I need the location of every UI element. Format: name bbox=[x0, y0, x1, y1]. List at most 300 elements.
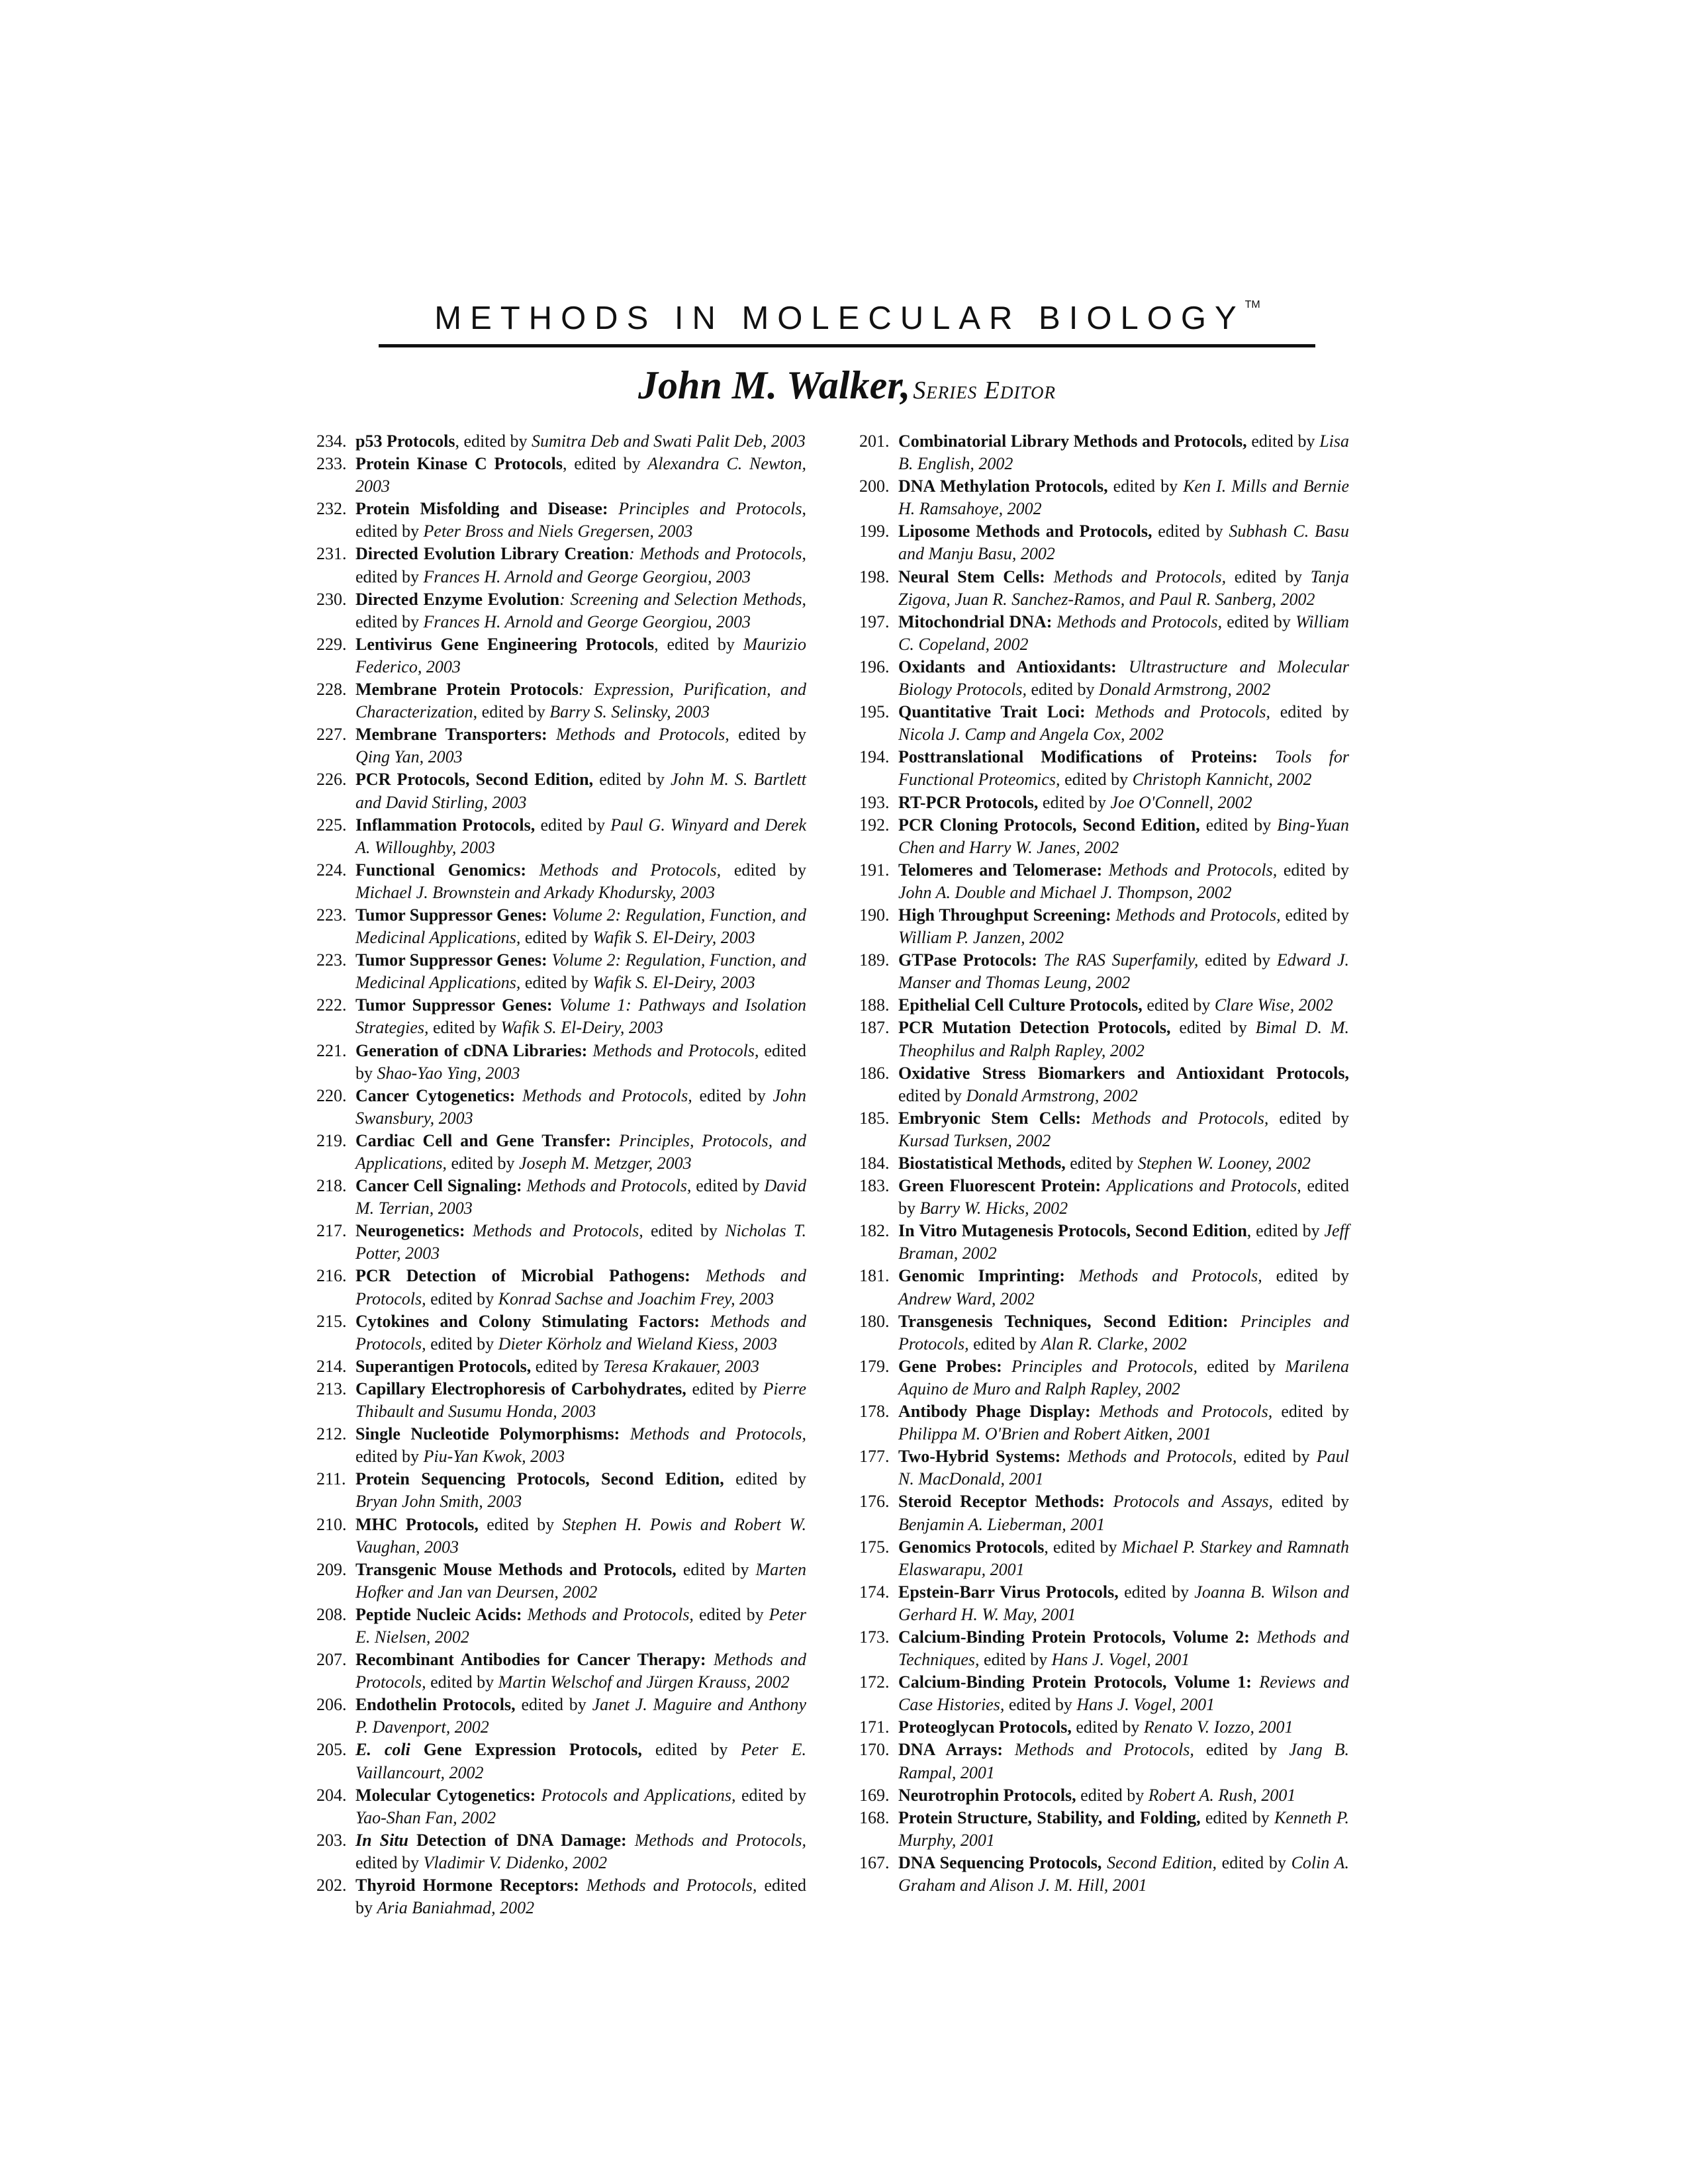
volume-title: Calcium-Binding Protein Protocols, Volume 2: bbox=[898, 1627, 1250, 1647]
volume-title: Cancer Cell Signaling: bbox=[355, 1176, 522, 1196]
volume-number: 173. bbox=[859, 1627, 890, 1647]
volume-title: Capillary Electrophoresis of Carbohydrates, bbox=[355, 1379, 686, 1398]
volume-entry bbox=[859, 1784, 1349, 1807]
volume-number: 213. bbox=[316, 1379, 347, 1398]
edited-by: edited by bbox=[593, 770, 671, 790]
volume-editors: Benjamin A. Lieberman, 2001 bbox=[898, 1514, 1105, 1534]
header-rule bbox=[379, 344, 1315, 347]
volume-entry bbox=[859, 520, 1349, 565]
edited-by: edited by bbox=[1280, 905, 1349, 925]
edited-by: edited by bbox=[898, 1176, 1349, 1218]
volume-title: Membrane Transporters: bbox=[355, 725, 547, 745]
volume-title: Generation of cDNA Libraries: bbox=[355, 1040, 588, 1060]
volume-editors: Pierre Thibault and Susumu Honda, 2003 bbox=[355, 1379, 806, 1422]
volume-number: 176. bbox=[859, 1492, 890, 1512]
edited-by: edited by bbox=[1118, 1582, 1195, 1602]
volume-number: 223. bbox=[316, 950, 347, 970]
volume-title: Combinatorial Library Methods and Protocols, bbox=[898, 432, 1247, 451]
edited-by: edited by bbox=[1004, 1695, 1077, 1715]
volume-title: Superantigen Protocols, bbox=[355, 1356, 532, 1376]
edited-by: edited by bbox=[1194, 1740, 1289, 1760]
volume-number: 186. bbox=[859, 1063, 890, 1083]
volume-subtitle: Methods and Techniques, bbox=[898, 1627, 1349, 1670]
edited-by: edited by bbox=[729, 725, 806, 745]
volume-number: 191. bbox=[859, 860, 890, 880]
volume-title: Epithelial Cell Culture Protocols, bbox=[898, 995, 1143, 1015]
volume-editors: Paul G. Winyard and Derek A. Willoughby, 2003 bbox=[355, 815, 807, 857]
volume-editors: Piu-Yan Kwok, 2003 bbox=[423, 1447, 565, 1467]
edited-by: , edited by bbox=[1246, 1221, 1325, 1241]
volume-number: 201. bbox=[859, 432, 890, 451]
volume-number: 206. bbox=[316, 1695, 347, 1715]
volume-editors: Andrew Ward, 2002 bbox=[898, 1289, 1035, 1308]
volume-title: Oxidants and Antioxidants: bbox=[898, 657, 1117, 676]
volume-subtitle: Applications and Protocols, bbox=[1101, 1176, 1301, 1196]
volume-subtitle: Methods and Protocols, bbox=[522, 1604, 694, 1624]
volume-title: Inflammation Protocols, bbox=[355, 815, 536, 835]
volume-editors: Nicola J. Camp and Angela Cox, 2002 bbox=[898, 725, 1164, 745]
volume-entry bbox=[859, 1175, 1349, 1220]
volume-subtitle: Principles and Protocols, bbox=[1002, 1356, 1197, 1376]
volume-title: Cytokines and Colony Stimulating Factors: bbox=[355, 1311, 700, 1331]
volume-subtitle: : Screening and Selection Methods bbox=[559, 589, 802, 609]
volume-entry bbox=[859, 746, 1349, 791]
volume-number: 205. bbox=[316, 1740, 347, 1760]
volume-subtitle: Methods and Protocols, bbox=[1081, 1108, 1269, 1128]
volume-title: Transgenic Mouse Methods and Protocols, bbox=[355, 1559, 677, 1579]
volume-number: 197. bbox=[859, 612, 890, 631]
volume-subtitle: Methods and Protocols, bbox=[1045, 567, 1227, 586]
volume-number: 185. bbox=[859, 1108, 890, 1128]
volume-number: 219. bbox=[316, 1130, 347, 1150]
volume-editors: Subhash C. Basu and Manju Basu, 2002 bbox=[898, 522, 1349, 564]
volume-entry bbox=[859, 1017, 1349, 1062]
volume-entry bbox=[316, 1265, 806, 1310]
volume-editors: Hans J. Vogel, 2001 bbox=[1076, 1695, 1215, 1715]
volume-title: RT-PCR Protocols, bbox=[898, 792, 1039, 812]
volume-number: 227. bbox=[316, 725, 347, 745]
edited-by: edited by bbox=[1237, 1447, 1317, 1467]
volume-entry bbox=[316, 723, 806, 768]
edited-by: edited by bbox=[643, 1221, 726, 1241]
volume-entry bbox=[316, 1130, 806, 1175]
volume-title: Recombinant Antibodies for Cancer Therapy: bbox=[355, 1650, 706, 1670]
volume-number: 195. bbox=[859, 702, 890, 722]
volume-title: Peptide Nucleic Acids: bbox=[355, 1604, 522, 1624]
volume-editors: Kursad Turksen, 2002 bbox=[898, 1130, 1051, 1150]
volume-title: PCR Detection of Microbial Pathogens: bbox=[355, 1266, 690, 1286]
edited-by: edited by bbox=[721, 860, 806, 880]
volume-number: 192. bbox=[859, 815, 890, 835]
volume-entry bbox=[859, 1626, 1349, 1671]
edited-by: edited by bbox=[1246, 432, 1320, 451]
volume-number: 234. bbox=[316, 432, 347, 451]
volume-title: Proteoglycan Protocols, bbox=[898, 1717, 1072, 1737]
volume-number: 178. bbox=[859, 1402, 890, 1422]
volume-entry bbox=[859, 1152, 1349, 1175]
edited-by: edited by bbox=[1038, 792, 1111, 812]
edited-by: edited by bbox=[686, 1379, 763, 1398]
edited-by: , edited by bbox=[1044, 1537, 1122, 1557]
edited-by: , edited by bbox=[355, 544, 807, 586]
volume-entry bbox=[859, 1107, 1349, 1152]
volume-editors: Maurizio Federico, 2003 bbox=[355, 634, 806, 676]
edited-by: edited by bbox=[531, 1356, 604, 1376]
volume-entry bbox=[316, 678, 806, 723]
volume-entry bbox=[316, 498, 806, 543]
volume-entry bbox=[859, 1355, 1349, 1400]
edited-by: , edited by bbox=[563, 454, 648, 474]
trademark-mark: TM bbox=[1244, 299, 1260, 310]
volume-title: GTPase Protocols: bbox=[898, 950, 1037, 970]
volume-subtitle: Protocols and Applications, bbox=[536, 1785, 736, 1805]
volume-title: Neurogenetics: bbox=[355, 1221, 465, 1241]
volume-subtitle: Methods and Protocols, bbox=[1060, 1447, 1237, 1467]
volume-title: Posttranslational Modifications of Proteins: bbox=[898, 747, 1258, 767]
volume-entry bbox=[316, 1220, 806, 1265]
edited-by: edited by bbox=[1222, 612, 1296, 631]
volume-number: 218. bbox=[316, 1176, 347, 1196]
volume-number: 189. bbox=[859, 950, 890, 970]
volume-number: 222. bbox=[316, 995, 347, 1015]
volume-entry bbox=[859, 1310, 1349, 1355]
volume-editors: Kenneth P. Murphy, 2001 bbox=[898, 1807, 1349, 1850]
edited-by: edited by bbox=[693, 1604, 769, 1624]
volume-editors: Bing-Yuan Chen and Harry W. Janes, 2002 bbox=[898, 815, 1350, 857]
volume-number: 171. bbox=[859, 1717, 890, 1737]
volume-entry bbox=[859, 701, 1349, 746]
volume-title: Neural Stem Cells: bbox=[898, 567, 1045, 586]
volume-entry bbox=[316, 1310, 806, 1355]
edited-by: edited by bbox=[692, 1085, 773, 1105]
edited-by: edited by bbox=[520, 973, 593, 993]
volume-title: Protein Kinase C Protocols bbox=[355, 454, 563, 474]
volume-entry bbox=[316, 1739, 806, 1784]
edited-by: edited by bbox=[1197, 1356, 1286, 1376]
edited-by: edited by bbox=[735, 1785, 807, 1805]
volume-number: 207. bbox=[316, 1650, 347, 1670]
volume-editors: Marten Hofker and Jan van Deursen, 2002 bbox=[355, 1559, 807, 1602]
edited-by: , edited by bbox=[355, 1040, 806, 1083]
volume-title: Calcium-Binding Protein Protocols, Volume 1: bbox=[898, 1672, 1252, 1692]
volume-number: 180. bbox=[859, 1311, 890, 1331]
volume-number: 188. bbox=[859, 995, 890, 1015]
volume-number: 181. bbox=[859, 1266, 890, 1286]
volume-subtitle: Methods and Protocols, bbox=[620, 1424, 806, 1444]
volume-editors: Clare Wise, 2002 bbox=[1214, 995, 1333, 1015]
volume-title: Neurotrophin Protocols, bbox=[898, 1785, 1076, 1805]
volume-editors: Stephen H. Powis and Robert W. Vaughan, 2003 bbox=[355, 1514, 806, 1557]
volume-entry bbox=[316, 994, 806, 1039]
volume-subtitle: Methods and Protocols, bbox=[355, 1266, 807, 1308]
volume-title: Oxidative Stress Biomarkers and Antioxidant Protocols, bbox=[898, 1063, 1349, 1083]
volume-number: 175. bbox=[859, 1537, 890, 1557]
volume-number: 179. bbox=[859, 1356, 890, 1376]
edited-by: edited by bbox=[1216, 1852, 1291, 1872]
volume-editors: Janet J. Maguire and Anthony P. Davenport, 2002 bbox=[355, 1695, 806, 1737]
edited-by: edited by bbox=[1076, 1785, 1149, 1805]
volume-number: 208. bbox=[316, 1604, 347, 1624]
volume-title: Gene Expression Protocols, bbox=[410, 1740, 642, 1760]
volume-entry bbox=[859, 1807, 1349, 1852]
volume-editors: Marilena Aquino de Muro and Ralph Rapley, 2002 bbox=[898, 1356, 1349, 1398]
volume-editors: Sumitra Deb and Swati Palit Deb, 2003 bbox=[531, 432, 806, 451]
volume-subtitle: The RAS Superfamily, bbox=[1037, 950, 1199, 970]
series-title-text: METHODS IN MOLECULAR BIOLOGY bbox=[434, 300, 1245, 336]
volume-editors: Wafik S. El-Deiry, 2003 bbox=[592, 928, 755, 948]
volume-title: DNA Arrays: bbox=[898, 1740, 1004, 1760]
volume-entry bbox=[859, 1536, 1349, 1581]
volume-title: Protein Structure, Stability, and Folding, bbox=[898, 1807, 1201, 1827]
volume-entry bbox=[859, 1716, 1349, 1739]
volume-editors: Nicholas T. Potter, 2003 bbox=[355, 1221, 806, 1263]
volume-entry bbox=[859, 656, 1349, 701]
volume-title: Genomic Imprinting: bbox=[898, 1266, 1065, 1286]
volume-editors: Joseph M. Metzger, 2003 bbox=[518, 1154, 692, 1173]
volume-editors: Edward J. Manser and Thomas Leung, 2002 bbox=[898, 950, 1349, 993]
volume-editors: Lisa B. English, 2002 bbox=[898, 432, 1349, 474]
volume-title: DNA Methylation Protocols, bbox=[898, 477, 1108, 496]
volume-entry bbox=[316, 814, 806, 859]
edited-by: edited by bbox=[1270, 702, 1350, 722]
volume-subtitle: Methods and Protocols, bbox=[626, 1830, 806, 1850]
volume-number: 172. bbox=[859, 1672, 890, 1692]
volume-entry bbox=[859, 1852, 1349, 1897]
volume-subtitle: Methods and Protocols, bbox=[579, 1876, 757, 1895]
volume-title: Thyroid Hormone Receptors: bbox=[355, 1876, 579, 1895]
volume-number: 184. bbox=[859, 1154, 890, 1173]
volume-entry bbox=[859, 1671, 1349, 1716]
volume-entry bbox=[316, 1085, 806, 1130]
volume-subtitle: Principles and Protocols bbox=[608, 499, 802, 519]
volume-subtitle: Principles, Protocols, and Applications, bbox=[355, 1130, 806, 1173]
volume-editors: Hans J. Vogel, 2001 bbox=[1051, 1650, 1190, 1670]
volume-entry bbox=[316, 1649, 806, 1694]
volume-subtitle: Methods and Protocols, bbox=[1064, 1266, 1262, 1286]
volume-title: Detection of DNA Damage: bbox=[408, 1830, 627, 1850]
edited-by: edited by bbox=[478, 1514, 563, 1534]
volume-entry bbox=[316, 949, 806, 994]
volume-editors: David M. Terrian, 2003 bbox=[355, 1176, 806, 1218]
edited-by: , edited by bbox=[355, 589, 806, 631]
volume-number: 230. bbox=[316, 589, 347, 609]
volume-title: Transgenesis Techniques, Second Edition: bbox=[898, 1311, 1229, 1331]
volume-subtitle: : Expression, Purification, and Characterization bbox=[355, 680, 806, 722]
volume-editors: Konrad Sachse and Joachim Frey, 2003 bbox=[498, 1289, 774, 1308]
volume-title: High Throughput Screening: bbox=[898, 905, 1111, 925]
volume-editors: Donald Armstrong, 2002 bbox=[1099, 680, 1271, 700]
volume-editors: Joanna B. Wilson and Gerhard H. W. May, 2001 bbox=[898, 1582, 1350, 1624]
volume-title: Protein Sequencing Protocols, Second Edition, bbox=[355, 1469, 724, 1489]
edited-by: edited by bbox=[1226, 567, 1311, 586]
editor-role: Series Editor bbox=[913, 377, 1056, 404]
volume-entry bbox=[316, 1874, 806, 1919]
volume-title: Directed Enzyme Evolution bbox=[355, 589, 560, 609]
volume-subtitle: Methods and Protocols, bbox=[1085, 702, 1271, 722]
volume-number: 169. bbox=[859, 1785, 890, 1805]
edited-by: edited by bbox=[520, 928, 593, 948]
volume-editors: Jeff Braman, 2002 bbox=[898, 1221, 1349, 1263]
volume-entry bbox=[859, 611, 1349, 656]
volume-subtitle: Principles and Protocols, bbox=[898, 1311, 1349, 1353]
series-editor bbox=[379, 363, 1315, 408]
edited-by: edited by bbox=[426, 1334, 498, 1353]
right-column bbox=[859, 430, 1349, 1897]
volume-editors: Donald Armstrong, 2002 bbox=[966, 1085, 1138, 1105]
volume-entry bbox=[316, 453, 806, 498]
volume-editors: Dieter Körholz and Wieland Kiess, 2003 bbox=[498, 1334, 777, 1353]
volume-number: 193. bbox=[859, 792, 890, 812]
volume-title: Biostatistical Methods, bbox=[898, 1154, 1066, 1173]
volume-number: 167. bbox=[859, 1852, 890, 1872]
volume-editors: Jang B. Rampal, 2001 bbox=[898, 1740, 1350, 1782]
volume-number: 194. bbox=[859, 747, 890, 767]
volume-title: Lentivirus Gene Engineering Protocols bbox=[355, 634, 655, 654]
volume-number: 212. bbox=[316, 1424, 347, 1444]
edited-by: edited by bbox=[1277, 860, 1350, 880]
volume-entry bbox=[316, 588, 806, 633]
volume-subtitle: Methods and Protocols, bbox=[526, 860, 722, 880]
volume-title: Liposome Methods and Protocols, bbox=[898, 522, 1152, 541]
volume-subtitle: Methods and Protocols, bbox=[547, 725, 729, 745]
volume-number: 216. bbox=[316, 1266, 347, 1286]
volume-subtitle: Methods and Protocols bbox=[587, 1040, 755, 1060]
volume-number: 183. bbox=[859, 1176, 890, 1196]
edited-by: edited by bbox=[1142, 995, 1215, 1015]
edited-by: edited by bbox=[355, 1447, 424, 1467]
volume-editors: Frances H. Arnold and George Georgiou, 2003 bbox=[423, 567, 751, 586]
volume-subtitle: Protocols and Assays, bbox=[1104, 1492, 1274, 1512]
volume-editors: Wafik S. El-Deiry, 2003 bbox=[500, 1018, 663, 1038]
editor-name: John M. Walker, bbox=[638, 363, 911, 407]
volume-editors: Tanja Zigova, Juan R. Sanchez-Ramos, and Paul R. Sanberg, 2002 bbox=[898, 567, 1349, 609]
volume-editors: Philippa M. O'Brien and Robert Aitken, 2001 bbox=[898, 1424, 1212, 1444]
volume-number: 232. bbox=[316, 499, 347, 519]
edited-by: edited by bbox=[1199, 815, 1278, 835]
volume-entry bbox=[859, 430, 1349, 475]
volume-entry bbox=[316, 1423, 806, 1468]
volume-editors: Barry S. Selinsky, 2003 bbox=[549, 702, 710, 722]
edited-by: edited by bbox=[446, 1154, 519, 1173]
volume-entry bbox=[316, 633, 806, 678]
volume-title: Epstein-Barr Virus Protocols, bbox=[898, 1582, 1119, 1602]
edited-by: , edited by bbox=[355, 499, 806, 541]
edited-by: edited by bbox=[1262, 1266, 1350, 1286]
volume-entry bbox=[859, 1739, 1349, 1784]
edited-by: edited by bbox=[691, 1176, 765, 1196]
volume-subtitle: Methods and Protocols, bbox=[1102, 860, 1278, 880]
volume-editors: Robert A. Rush, 2001 bbox=[1148, 1785, 1296, 1805]
volume-entry bbox=[316, 859, 806, 904]
volume-title-italic: E. coli bbox=[355, 1740, 410, 1760]
volume-title-italic: In Situ bbox=[355, 1830, 408, 1850]
volume-number: 224. bbox=[316, 860, 347, 880]
volume-subtitle: Volume 1: Pathways and Isolation Strategies, bbox=[355, 995, 806, 1038]
volume-entry bbox=[316, 1040, 806, 1085]
volume-editors: William P. Janzen, 2002 bbox=[898, 928, 1064, 948]
volume-title: Quantitative Trait Loci: bbox=[898, 702, 1086, 722]
edited-by: edited by bbox=[1152, 522, 1229, 541]
edited-by: edited by bbox=[1170, 1018, 1256, 1038]
volume-entry bbox=[316, 543, 806, 588]
volume-entry bbox=[316, 1604, 806, 1649]
edited-by: edited by bbox=[641, 1740, 741, 1760]
volume-title: PCR Cloning Protocols, Second Edition, bbox=[898, 815, 1200, 835]
edited-by: edited by bbox=[426, 1289, 498, 1308]
edited-by: edited by bbox=[1060, 770, 1133, 790]
volume-title: Tumor Suppressor Genes: bbox=[355, 905, 547, 925]
volume-editors: Shao-Yao Ying, 2003 bbox=[377, 1063, 520, 1083]
volume-number: 203. bbox=[316, 1830, 347, 1850]
volume-number: 170. bbox=[859, 1740, 890, 1760]
volume-editors: Christoph Kannicht, 2002 bbox=[1132, 770, 1312, 790]
volume-editors: John A. Double and Michael J. Thompson, 2002 bbox=[898, 882, 1232, 902]
edited-by: , edited by bbox=[654, 634, 743, 654]
volume-entry bbox=[859, 1062, 1349, 1107]
volume-subtitle: Methods and Protocols, bbox=[355, 1650, 806, 1692]
volume-entry bbox=[316, 1784, 806, 1829]
volume-editors: William C. Copeland, 2002 bbox=[898, 612, 1349, 654]
volume-subtitle: Methods and Protocols, bbox=[1090, 1402, 1273, 1422]
volume-number: 209. bbox=[316, 1559, 347, 1579]
volume-editors: Martin Welschof and Jürgen Krauss, 2002 bbox=[498, 1672, 790, 1692]
volume-subtitle: Methods and Protocols, bbox=[1052, 612, 1223, 631]
volume-entry bbox=[859, 792, 1349, 814]
volume-editors: Barry W. Hicks, 2002 bbox=[919, 1199, 1068, 1218]
volume-title: Molecular Cytogenetics: bbox=[355, 1785, 536, 1805]
edited-by: edited by bbox=[355, 1852, 424, 1872]
volume-title: Two-Hybrid Systems: bbox=[898, 1447, 1061, 1467]
volume-title: DNA Sequencing Protocols, bbox=[898, 1852, 1102, 1872]
volume-entry bbox=[859, 1445, 1349, 1490]
volume-editors: Renato V. Iozzo, 2001 bbox=[1143, 1717, 1293, 1737]
volume-title: Antibody Phage Display: bbox=[898, 1402, 1091, 1422]
volume-editors: Frances H. Arnold and George Georgiou, 2003 bbox=[423, 612, 751, 631]
edited-by: edited by bbox=[1198, 950, 1277, 970]
volume-editors: Qing Yan, 2003 bbox=[355, 747, 463, 767]
volume-editors: Peter Bross and Niels Gregersen, 2003 bbox=[423, 522, 693, 541]
volume-number: 177. bbox=[859, 1447, 890, 1467]
edited-by: edited by bbox=[1071, 1717, 1144, 1737]
volume-editors: Teresa Krakauer, 2003 bbox=[603, 1356, 760, 1376]
edited-by: edited by bbox=[724, 1469, 807, 1489]
volume-title: In Vitro Mutagenesis Protocols, Second Edition bbox=[898, 1221, 1247, 1241]
volume-editors: Alexandra C. Newton, 2003 bbox=[355, 454, 807, 496]
volume-subtitle: : Methods and Protocols bbox=[629, 544, 802, 564]
volume-editors: Aria Baniahmad, 2002 bbox=[377, 1898, 535, 1918]
volume-entry bbox=[316, 1559, 806, 1604]
volume-number: 182. bbox=[859, 1221, 890, 1241]
volume-entry bbox=[316, 1514, 806, 1559]
volume-subtitle: Methods and Protocols, bbox=[1003, 1740, 1194, 1760]
volume-title: Endothelin Protocols, bbox=[355, 1695, 516, 1715]
volume-entry bbox=[859, 1220, 1349, 1265]
volume-entry bbox=[859, 814, 1349, 859]
volume-editors: Stephen W. Looney, 2002 bbox=[1137, 1154, 1311, 1173]
volume-editors: Colin A. Graham and Alison J. M. Hill, 2001 bbox=[898, 1852, 1349, 1895]
volume-entry bbox=[859, 994, 1349, 1017]
volume-entry bbox=[859, 904, 1349, 949]
edited-by: edited by bbox=[1107, 477, 1184, 496]
edited-by: edited by bbox=[1027, 680, 1100, 700]
volume-entry bbox=[316, 768, 806, 813]
volume-entry bbox=[859, 949, 1349, 994]
edited-by: edited by bbox=[515, 1695, 592, 1715]
volume-title: p53 Protocols bbox=[355, 432, 455, 451]
edited-by: edited by bbox=[428, 1018, 501, 1038]
volume-title: Telomeres and Telomerase: bbox=[898, 860, 1103, 880]
volume-entry bbox=[316, 1378, 806, 1423]
